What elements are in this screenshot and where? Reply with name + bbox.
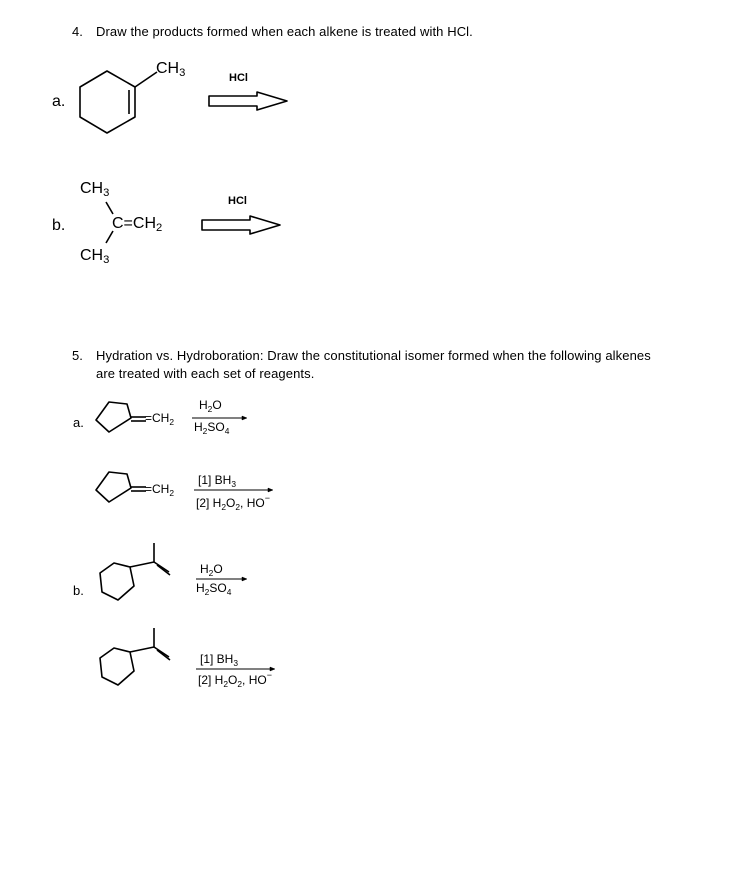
q4a-methyl-group: $CH_3$ [156, 60, 186, 79]
q5a-hydroboration-step-1: [1] $BH_3$ [198, 473, 237, 489]
q4b-top-methyl: $CH_3$ [80, 180, 110, 199]
q5b-hydration-water: $H_2O$ [200, 562, 223, 578]
question-4-text: Draw the products formed when each alkene is treated with HCl. [96, 24, 473, 39]
q4b-bottom-methyl: $CH_3$ [80, 247, 110, 266]
q5b-hydration-acid: $H_2SO_4$ [196, 581, 232, 597]
q5b-hydroboration-step-2: [2] $H_2O_2$, HO− [198, 670, 272, 689]
q5b-hydroboration-step-1: [1] $BH_3$ [200, 652, 239, 668]
methylenecyclopentane-structure-2 [96, 472, 146, 502]
q4a-reagent: HCl [229, 72, 248, 84]
q5a-hydroboration-step-2: [2] $H_2O_2$, HO− [196, 493, 270, 512]
question-5-text-line-2: are treated with each set of reagents. [96, 366, 315, 381]
q4b-alkene-carbon: $C=CH_2$ [112, 215, 163, 234]
question-5-number: 5. [72, 348, 83, 363]
q5-part-a-label: a. [73, 415, 84, 430]
isopropylidenecyclohexane-structure-1 [100, 543, 170, 600]
q5-part-b-label: b. [73, 583, 84, 598]
isopropylidenecyclohexane-structure-2 [100, 628, 170, 685]
q5a-methylene-group-1: $=CH_2$ [145, 411, 175, 427]
q5a-methylene-group-2: $=CH_2$ [145, 482, 175, 498]
q4-part-a-label: a. [52, 93, 66, 110]
question-5-text-line-1: Hydration vs. Hydroboration: Draw the constitutional isomer formed when the following alkenes [96, 348, 651, 363]
reaction-arrow-q4a [209, 92, 287, 110]
reaction-arrow-q4b [202, 216, 280, 234]
q4b-reagent: HCl [228, 195, 247, 207]
methylcyclohexene-structure [80, 71, 157, 133]
question-4-number: 4. [72, 24, 83, 39]
methylenecyclopentane-structure-1 [96, 402, 146, 432]
q5a-hydration-water: $H_2O$ [199, 398, 222, 414]
q5a-hydration-acid: $H_2SO_4$ [194, 420, 230, 436]
q4-part-b-label: b. [52, 217, 66, 234]
